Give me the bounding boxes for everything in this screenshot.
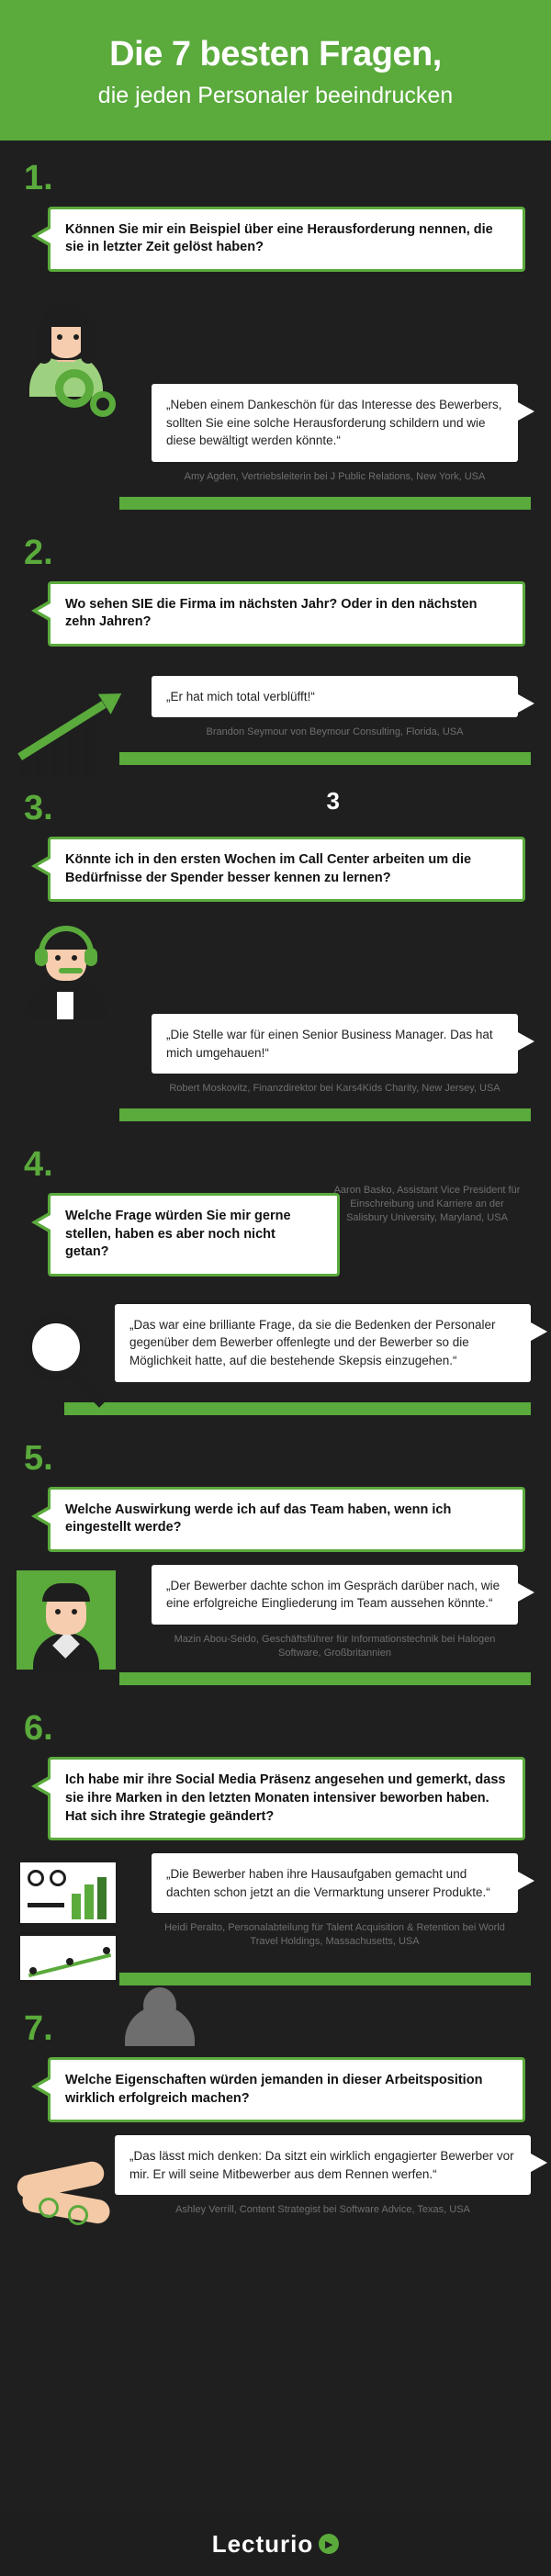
- attribution-1: Amy Agden, Vertriebsleiterin bei J Public Relations, New York, USA: [184, 470, 486, 482]
- question-number-7: 7.: [24, 2008, 53, 2048]
- question-block-4: [0, 1127, 551, 1420]
- magnifying-glass-icon: [17, 1310, 118, 1411]
- divider-bar: [64, 1402, 531, 1415]
- question-number-2: 2.: [24, 533, 53, 572]
- attribution-2: Brandon Seymour von Beymour Consulting, Florida, USA: [206, 726, 464, 738]
- question-text-6: Ich habe mir ihre Social Media Präsenz angesehen und gemerkt, dass sie ihre Marken in den letzten Monaten intensiver beworben haben. Hat sich ihre Strategie geändert?: [48, 1757, 525, 1840]
- question-number-6: 6.: [24, 1709, 53, 1749]
- page-subtitle: die jeden Personaler beeindrucken: [97, 82, 454, 108]
- question-number-1: 1.: [24, 158, 53, 197]
- answer-text-3: „Die Stelle war für einen Senior Business Manager. Das hat mich umgehauen!“: [152, 1014, 518, 1074]
- growth-chart-arrow-illustration: [17, 685, 127, 777]
- section-marker-3: 3: [326, 787, 340, 816]
- answer-text-6: „Die Bewerber haben ihre Hausaufgaben gemacht und dachten schon jetzt an die Vermarktung unserer Produkte.“: [152, 1853, 518, 1913]
- gear-icon: [55, 369, 94, 408]
- answer-text-7: „Das lässt mich denken: Da sitzt ein wirklich engagierter Bewerber vor mir. Er will seine Mitbewerber aus dem Rennen werfen.“: [115, 2135, 531, 2195]
- question-number-3: 3.: [24, 789, 53, 828]
- question-text-1: Können Sie mir ein Beispiel über eine Herausforderung nennen, die sie in letzter Zeit gelöst haben?: [48, 207, 525, 272]
- man-portrait-illustration: [17, 1570, 116, 1670]
- divider-bar: [119, 497, 531, 510]
- gear-icon: [90, 391, 116, 417]
- attribution-3: Robert Moskovitz, Finanzdirektor bei Kars4Kids Charity, New Jersey, USA: [169, 1083, 500, 1095]
- hands-with-coins-illustration: [17, 2137, 127, 2238]
- question-text-2: Wo sehen SIE die Firma im nächsten Jahr? Oder in den nächsten zehn Jahren?: [48, 581, 525, 647]
- question-block-2: [0, 515, 551, 771]
- question-text-3: Könnte ich in den ersten Wochen im Call Center arbeiten um die Bedürfnisse der Spender besser kennen zu lernen?: [48, 837, 525, 902]
- attribution-6: Heidi Peralto, Personalabteilung für Talent Acquisition & Retention bei World Travel Holdings, Massachusetts, USA: [164, 1922, 505, 1948]
- question-number-5: 5.: [24, 1438, 53, 1478]
- question-number-4: 4.: [24, 1145, 53, 1185]
- call-center-agent-illustration: [17, 920, 116, 1019]
- question-block-3: [0, 771, 551, 1127]
- brand-logo[interactable]: Lecturio: [211, 2529, 314, 2558]
- question-text-5: Welche Auswirkung werde ich auf das Team haben, wenn ich eingestellt werde?: [48, 1487, 525, 1552]
- question-text-4: Welche Frage würden Sie mir gerne stellen, haben es aber noch nicht getan?: [48, 1193, 340, 1277]
- question-block-7: [0, 1991, 551, 2222]
- header: [0, 0, 551, 141]
- divider-bar: [119, 752, 531, 765]
- attribution-4: Aaron Basko, Assistant Vice President für Einschreibung und Karriere an der Salisbury University, Maryland, USA: [333, 1185, 521, 1223]
- question-block-6: [0, 1691, 551, 1991]
- play-icon: ▶: [319, 2534, 339, 2554]
- answer-text-4: „Das war eine brilliante Frage, da sie die Bedenken der Personaler gegenüber dem Bewerber offenlegte und der Bewerber so die Möglichkeit hatte, auf die bestehende Skepsis einzugehen.“: [115, 1304, 531, 1382]
- divider-bar: [119, 1108, 531, 1121]
- question-text-7: Welche Eigenschaften würden jemanden in dieser Arbeitsposition wirklich erfolgreich machen?: [48, 2057, 525, 2122]
- divider-bar: [119, 1672, 531, 1685]
- analytics-dashboard-illustration: [17, 1859, 125, 1997]
- question-block-1: [0, 141, 551, 515]
- answer-text-1: „Neben einem Dankeschön für das Interesse des Bewerbers, sollten Sie eine solche Herausforderung schildern und wie diese bewältigt werden könnte.“: [152, 384, 518, 462]
- footer: [0, 2512, 551, 2576]
- question-block-5: [0, 1421, 551, 1692]
- attribution-5: Mazin Abou-Seido, Geschäftsführer für Informationstechnik bei Halogen Software, Großbritannien: [174, 1633, 496, 1659]
- answer-text-2: „Er hat mich total verblüfft!“: [152, 676, 518, 718]
- attribution-7: Ashley Verrill, Content Strategist bei Software Advice, Texas, USA: [175, 2204, 470, 2216]
- answer-text-5: „Der Bewerber dachte schon im Gespräch darüber nach, wie eine erfolgreiche Eingliederung im Team aussehen könnte.“: [152, 1565, 518, 1625]
- page-title: Die 7 besten Fragen,: [109, 35, 442, 73]
